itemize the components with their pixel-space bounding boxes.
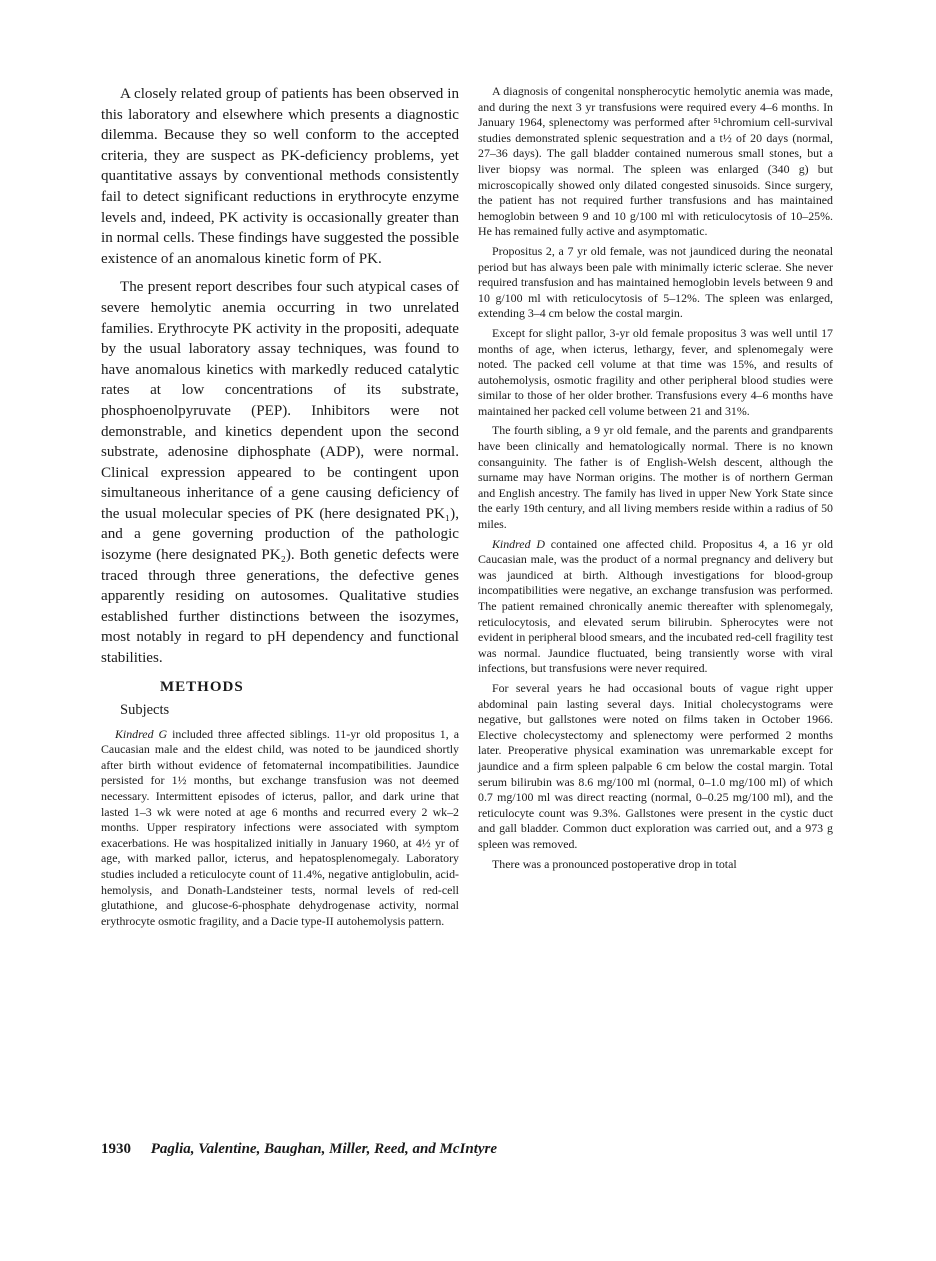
right-column: [478, 84, 833, 876]
left-column: [101, 84, 459, 932]
kindred-g-label: Kindred G: [115, 726, 168, 741]
kindred-g-text: included three affected siblings. 11-yr old propositus 1, a Caucasian male and the eldest child, was noted to be jaundiced shortly after birth without evidence of fetomaternal incompatibilities. Jaundice persisted for 1½ months, but exchange transfusion was not deemed necessary. Intermittent episodes of icterus, pallor, and dark urine that lasted 1–3 wk were noted at age 6 months and recurred every 2 wk–2 months. Upper respiratory infections were associated with symptom exacerbations. He was hospitalized initially in January 1960, at 4½ yr of age, with marked pallor, icterus, and hepatosplenomegaly. Laboratory studies included a reticulocyte count of 11.4%, negative antiglobulin, acid-hemolysis, and Donath-Landsteiner tests, normal levels of red-cell glutathione, and glucose-6-phosphate dehydrogenase activity, normal erythrocyte osmotic fragility, and a Dacie type-II autohemolysis pattern.: [101, 726, 459, 928]
kindred-g-paragraph: [101, 727, 459, 930]
propositus-2-paragraph: Propositus 2, a 7 yr old female, was not jaundiced during the neonatal period but has always been pale with minimally icteric sclerae. She never required transfusion and has maintained hemoglobin levels between 9 and 10 g/100 ml with reticulocytosis of 5–12%. The spleen was enlarged, extending 3–4 cm below the costal margin.: [478, 243, 833, 321]
page-footer: [101, 1141, 861, 1158]
postoperative-paragraph: There was a pronounced postoperative drop in total: [492, 856, 737, 871]
kindred-d-paragraph: [478, 537, 833, 677]
abdominal-pain-paragraph: For several years he had occasional bouts of vague right upper abdominal pain lasting several days. Initial cholecystograms were negative, but gallstones were noted on films taken in October 1966. Elective cholecystectomy and splenectomy were performed 2 months later. Preoperative physical examination was unremarkable except for jaundice and a firm spleen palpable 6 cm below the costal margin. Total serum bilirubin was 8.6 mg/100 ml (normal, 0–1.0 mg/100 ml) of which 0.7 mg/100 ml was direct reacting (normal, 0–0.25 mg/100 ml), and the reticulocyte count was 9.3%. Gallstones were present in the cystic duct and gall bladder. Common duct exploration was carried out, and a 973 g spleen was removed.: [478, 680, 833, 851]
page-number: 1930: [101, 1141, 131, 1157]
intro-paragraph-1: A closely related group of patients has been observed in this laboratory and elsewhere which presents a diagnostic dilemma. Because they so well conform to the accepted criteria, they are suspect as PK-deficiency problems, yet quantitative assays by conventional methods consistently fail to detect significant reductions in erythrocyte enzyme levels and, indeed, PK activity is occasionally greater than in normal cells. These findings have suggested the possible existence of an anomalous kinetic form of PK.: [101, 86, 459, 267]
fourth-sibling-paragraph: The fourth sibling, a 9 yr old female, and the parents and grandparents have been clinically and hematologically normal. There is no known consanguinity. The father is of English-Welsh descent, although the surname may have Norman origins. The mother is of northern German and English ancestry. The family has lived in upper New York State since the early 19th century, and all living members reside within a radius of 50 miles.: [478, 423, 833, 532]
kindred-d-label: Kindred D: [492, 536, 545, 551]
kindred-d-text: contained one affected child. Propositus 4, a 16 yr old Caucasian male, was the product of a normal pregnancy and delivery but was jaundiced at birth. Although investigations for blood-group incompatibilities were negative, an exchange transfusion was performed. The patient remained chronically anemic thereafter with splenomegaly, reticulocytosis, and elevated serum bilirubin. Spherocytes were not evident in peripheral blood smears, and the incubated red-cell fragility test was normal. Jaundice fluctuated, being transiently worse with viral infections, but transfusions were never required.: [478, 536, 833, 676]
intro-paragraph-2: The present report describes four such atypical cases of severe hemolytic anemia occurring in two unrelated families. Erythrocyte PK activity in the propositi, adequate by the usual laboratory assay techniques, was found to have anomalous kinetics with markedly reduced catalytic rates at low concentrations of its substrate, phosphoenolpyruvate (PEP). Inhibitors were not demonstrable, and kinetics dependent upon the second substrate, adenosine diphosphate (ADP), were normal. Clinical expression appeared to be contingent upon simultaneous inheritance of a gene causing deficiency of the usual molecular species of PK (here designated PK₁), and a gene governing production of the pathologic isozyme (here designated PK₂). Both genetic defects were traced through three generations, the defective genes apparently residing on autosomes. Qualitative studies established further distinctions between the isozymes, most notably in regard to pH dependency and functional stabilities.: [101, 279, 459, 667]
author-list: Paglia, Valentine, Baughan, Miller, Reed, and McIntyre: [150, 1141, 498, 1157]
subsection-heading-subjects: Subjects: [120, 701, 170, 718]
diagnosis-paragraph: A diagnosis of congenital nonspherocytic hemolytic anemia was made, and during the next 3 yr transfusions were required every 4–6 months. In January 1964, splenectomy was performed after ⁵¹chromium cell-survival studies demonstrated splenic sequestration and a t½ of 20 days (normal, 27–36 days). The gall bladder contained numerous small stones, but a liver biopsy was normal. The spleen was enlarged (340 g) but microscopically showed only dilated congested sinusoids. Since surgery, the patient has not required further transfusions and has maintained hemoglobin between 9 and 10 g/100 ml with reticulocytosis of 10–25%. He has remained fully active and asymptomatic.: [478, 84, 833, 239]
section-heading-methods: METHODS: [160, 678, 244, 695]
propositus-3-paragraph: Except for slight pallor, 3-yr old female propositus 3 was well until 17 months of age, when icterus, lethargy, fever, and splenomegaly were noted. The packed cell volume at that time was 15%, and results of autohemolysis, osmotic fragility and other peripheral blood studies were similar to those of her older brother. Transfusions every 4–6 months have maintained her packed cell volume between 21 and 31%.: [478, 325, 833, 418]
